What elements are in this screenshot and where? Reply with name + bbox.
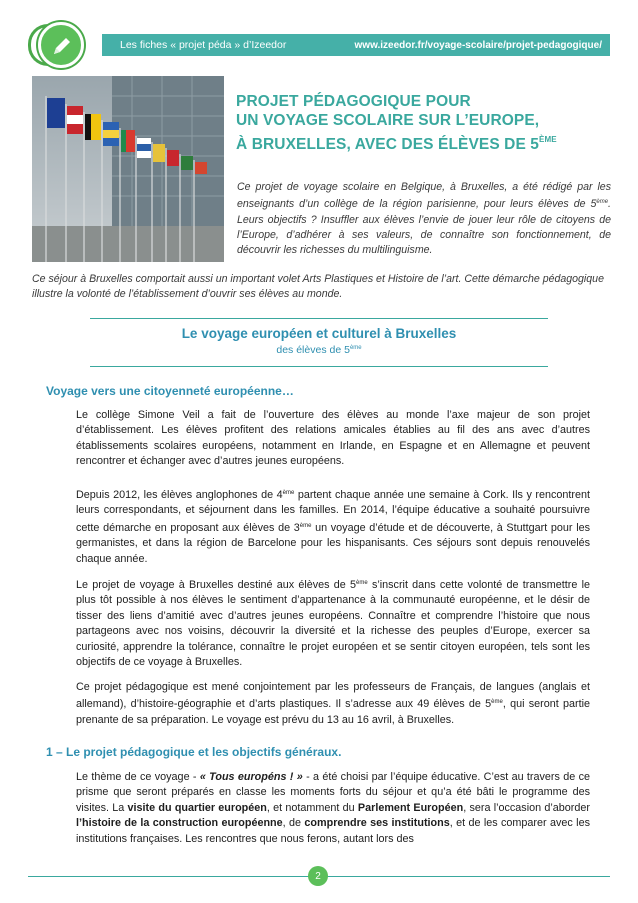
header-band xyxy=(102,34,610,56)
paragraph-1: Le collège Simone Veil a fait de l’ouverture des élèves au monde l’axe majeur de son projet d’établissement. Les élèves profitent des relations amicales établies au fil des ans avec d’autres établissements scolaires européens, notamment en Irlande, en Espagne et en Allemagne et peuvent rencontrer et échanger avec d’autres jeunes européens. xyxy=(76,409,590,468)
intro-paragraph-2: Ce séjour à Bruxelles comportait aussi un important volet Arts Plastiques et Histoire de l’art. Cette démarche pédagogique illustre la volonté de l’établissement d’ouvrir ses élèves au monde. xyxy=(32,273,604,301)
header-url[interactable]: www.izeedor.fr/voyage-scolaire/projet-pedagogique/ xyxy=(354,39,602,51)
logo xyxy=(38,22,84,68)
section-rule-top xyxy=(90,318,548,319)
section-title: Le voyage européen et culturel à Bruxelles xyxy=(181,326,457,341)
section-rule-bottom xyxy=(90,366,548,367)
document-title xyxy=(236,92,612,154)
paragraph-5: Le thème de ce voyage - « Tous européns ! » - a été choisi par l’équipe éducative. C’est au travers de ce prisme que seront préparés en classe les moments forts du séjour et qu’a été bâti le programme des visites. La visite du quartier européen, et notamment du Parlement Européen, sera l’occasion d’aborder l’histoire de la construction européenne, de comprendre ses institutions, et de les comparer avec les institutions françaises. Les rencontres que nous ferons, autant lors des xyxy=(76,771,590,845)
header-series: Les fiches « projet péda » d’Izeedor xyxy=(120,39,287,51)
page-header xyxy=(28,22,610,68)
title-line-3: À BRUXELLES, AVEC DES ÉLÈVES DE 5ÈME xyxy=(236,135,557,153)
heading-projet-pedagogique: 1 – Le projet pédagogique et les objectifs généraux. xyxy=(46,745,342,759)
paragraph-2: Depuis 2012, les élèves anglophones de 4ème partent chaque année une semaine à Cork. Ils y rencontrent leurs correspondants, et séjournent dans les familles. En 2014, l’équipe éducative a souhaité poursuivre cette démarche en proposant aux élèves de 3ème un voyage d’étude et de découverte, à Stuttgart pour les germanistes, et dans la région de Barcelone pour les hispanisants. Ces séjours sont depuis renouvelés chaque année. xyxy=(76,489,590,565)
pen-icon xyxy=(51,35,73,57)
title-line-1: PROJET PÉDAGOGIQUE POUR xyxy=(236,93,471,110)
paragraph-3: Le projet de voyage à Bruxelles destiné aux élèves de 5ème s’inscrit dans cette volonté de transmettre le plus tôt possible à nos élèves le sentiment d’appartenance à la communauté européenne, et le désir de tisser des liens d’amitié avec d’autres jeunes européens. Connaître et comprendre l’histoire que nous partageons avec nos voisins, découvrir la diversité et la richesse des peuples d’Europe, exercer sa curiosité, apprendre la tolérance, connaître le projet européen et se sentir citoyen européen, tels sont les objectifs de ce voyage à Bruxelles. xyxy=(76,579,590,669)
intro-paragraph: Ce projet de voyage scolaire en Belgique, à Bruxelles, a été rédigé par les enseignants d’un collège de la région parisienne, pour leurs élèves de 5ème. Leurs objectifs ? Insuffler aux élèves l’envie de jouer leur rôle de citoyens de l’Europe, d’adhérer à ses valeurs, de connaître son fonctionnement, de découvrir les richesses du multilinguisme. xyxy=(237,181,611,257)
page-number: 2 xyxy=(308,866,328,886)
section-subtitle: des élèves de 5ème xyxy=(276,344,362,356)
photo-flags-parliament xyxy=(32,76,224,262)
paragraph-4: Ce projet pédagogique est mené conjointement par les professeurs de Français, de langues (anglais et allemand), d’histoire-géographie et d’arts plastiques. Il s’adresse aux 49 élèves de 5ème, qui seront partie prenante de sa préparation. Le voyage est prévu du 13 au 16 avril, à Bruxelles. xyxy=(76,681,590,726)
heading-citoyennete: Voyage vers une citoyenneté européenne… xyxy=(46,384,294,398)
title-line-2: UN VOYAGE SCOLAIRE SUR L’EUROPE, xyxy=(236,112,540,129)
